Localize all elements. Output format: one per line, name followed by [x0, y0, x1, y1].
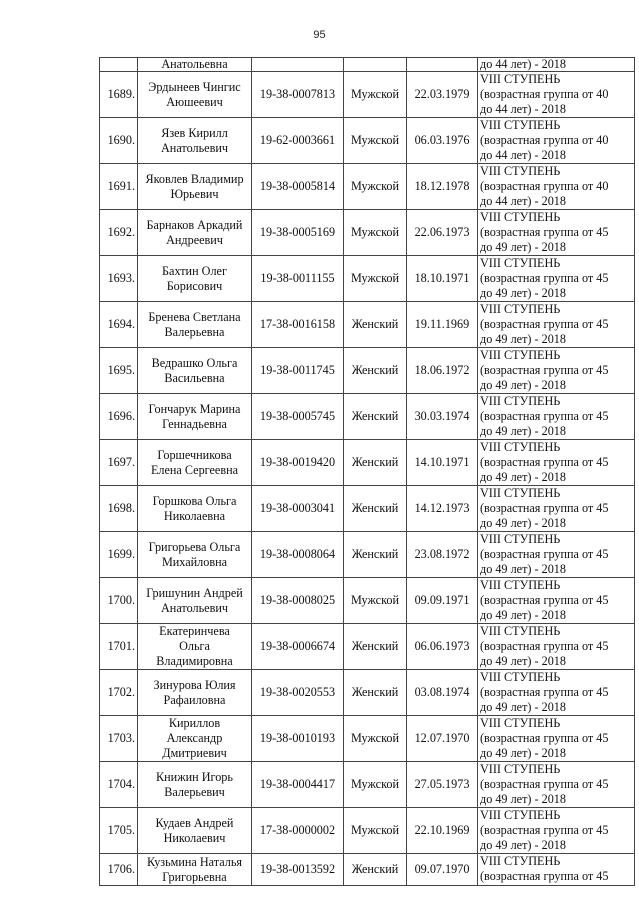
rank-line: до 49 лет) - 2018 [480, 792, 566, 806]
cell-name [138, 256, 252, 302]
name-line: Рафаиловна [163, 692, 226, 707]
table-row [100, 670, 635, 716]
name-line: Яковлев Владимир [145, 171, 244, 186]
cell-birth-date: 18.12.1978 [407, 164, 478, 210]
cell-rank [478, 578, 635, 624]
name-line: Владимировна [156, 654, 233, 668]
rank-line: VIII СТУПЕНЬ [480, 164, 561, 178]
cell-sex: Женский [344, 302, 407, 348]
cell-sex: Женский [344, 532, 407, 578]
rank-line: VIII СТУПЕНЬ [480, 394, 561, 408]
rank-line: до 44 лет) - 2018 [480, 102, 566, 116]
cell-number: 1691. [100, 164, 138, 210]
name-line: Кузьмина Наталья [146, 854, 243, 869]
table-row [100, 210, 635, 256]
cell-birth-date: 22.10.1969 [407, 808, 478, 854]
rank-line: VIII СТУПЕНЬ [480, 578, 561, 592]
cell-name [138, 210, 252, 256]
cell-name [138, 302, 252, 348]
cell-birth-date: 12.07.1970 [407, 716, 478, 762]
rank-line: (возрастная группа от 45 [480, 731, 609, 745]
cell-birth-date: 14.10.1971 [407, 440, 478, 486]
cell-sex: Мужской [344, 808, 407, 854]
name-line: Михайловна [161, 554, 228, 569]
cell-reg-number [252, 58, 344, 72]
table-row [100, 72, 635, 118]
rank-line: VIII СТУПЕНЬ [480, 670, 561, 684]
cell-reg-number: 17-38-0000002 [252, 808, 344, 854]
name-line: Бренева Светлана [148, 309, 241, 324]
rank-line: VIII СТУПЕНЬ [480, 302, 561, 316]
cell-rank [478, 348, 635, 394]
table-row [100, 302, 635, 348]
table-row [100, 624, 635, 670]
cell-rank [478, 164, 635, 210]
name-line: Николаевна [163, 508, 226, 523]
rank-line: VIII СТУПЕНЬ [480, 808, 561, 822]
rank-line: (возрастная группа от 45 [480, 593, 609, 607]
name-line: Васильевна [164, 370, 225, 385]
cell-number: 1705. [100, 808, 138, 854]
cell-rank [478, 716, 635, 762]
name-line: Валерьевич [164, 784, 225, 799]
table-row [100, 486, 635, 532]
rank-line: (возрастная группа от 45 [480, 455, 609, 469]
cell-sex: Женский [344, 670, 407, 716]
rank-line: VIII СТУПЕНЬ [480, 440, 561, 454]
name-line: Григорьевна [162, 869, 227, 884]
rank-line: VIII СТУПЕНЬ [480, 716, 561, 730]
rank-line: до 49 лет) - 2018 [480, 746, 566, 760]
rank-line: VIII СТУПЕНЬ [480, 762, 561, 776]
cell-sex: Мужской [344, 118, 407, 164]
cell-name [138, 164, 252, 210]
rank-line: (возрастная группа от 40 [480, 87, 609, 101]
name-line: Кириллов [168, 716, 221, 730]
cell-rank [478, 118, 635, 164]
cell-sex: Мужской [344, 716, 407, 762]
cell-rank [478, 302, 635, 348]
cell-reg-number: 19-38-0006674 [252, 624, 344, 670]
cell-birth-date: 18.06.1972 [407, 348, 478, 394]
cell-rank [478, 670, 635, 716]
cell-reg-number: 19-38-0011745 [252, 348, 344, 394]
rank-line: до 49 лет) - 2018 [480, 286, 566, 300]
rank-line: (возрастная группа от 45 [480, 409, 609, 423]
cell-number: 1693. [100, 256, 138, 302]
cell-rank [478, 532, 635, 578]
cell-reg-number: 19-38-0003041 [252, 486, 344, 532]
cell-reg-number: 19-38-0020553 [252, 670, 344, 716]
rank-line: до 49 лет) - 2018 [480, 838, 566, 852]
cell-name [138, 578, 252, 624]
name-line: Гришунин Андрей [146, 585, 243, 600]
cell-sex: Женский [344, 486, 407, 532]
table-row [100, 854, 635, 886]
table-row [100, 762, 635, 808]
name-line: Елена Сергеевна [150, 462, 239, 477]
cell-number [100, 58, 138, 72]
rank-line: до 49 лет) - 2018 [480, 332, 566, 346]
cell-birth-date: 22.03.1979 [407, 72, 478, 118]
cell-sex: Женский [344, 854, 407, 886]
cell-rank [478, 808, 635, 854]
table-row [100, 394, 635, 440]
table-row-continued [100, 58, 635, 72]
rank-line: до 44 лет) - 2018 [480, 148, 566, 162]
table-row [100, 440, 635, 486]
name-line: Валерьевна [164, 324, 225, 339]
cell-reg-number: 17-38-0016158 [252, 302, 344, 348]
cell-sex: Мужской [344, 762, 407, 808]
rank-line: (возрастная группа от 45 [480, 225, 609, 239]
cell-birth-date: 06.03.1976 [407, 118, 478, 164]
cell-number: 1695. [100, 348, 138, 394]
name-line: Анатольевич [161, 140, 228, 155]
name-line: Ольга [179, 639, 210, 653]
cell-number: 1702. [100, 670, 138, 716]
name-line: Александр [166, 731, 223, 745]
cell-number: 1699. [100, 532, 138, 578]
cell-reg-number: 19-38-0005814 [252, 164, 344, 210]
name-line: Книжин Игорь [156, 769, 233, 784]
cell-birth-date: 23.08.1972 [407, 532, 478, 578]
cell-rank [478, 440, 635, 486]
rank-line: VIII СТУПЕНЬ [480, 532, 561, 546]
rank-line: до 49 лет) - 2018 [480, 470, 566, 484]
cell-rank: до 44 лет) - 2018 [478, 58, 635, 72]
rank-line: (возрастная группа от 45 [480, 777, 609, 791]
rank-line: до 49 лет) - 2018 [480, 516, 566, 530]
cell-name [138, 854, 252, 886]
cell-name [138, 394, 252, 440]
rank-line: до 49 лет) - 2018 [480, 378, 566, 392]
cell-name [138, 72, 252, 118]
rank-line: до 49 лет) - 2018 [480, 654, 566, 668]
name-line: Екатеринчева [159, 624, 230, 638]
cell-birth-date: 27.05.1973 [407, 762, 478, 808]
cell-sex: Мужской [344, 164, 407, 210]
rank-line: (возрастная группа от 45 [480, 869, 609, 883]
cell-birth-date: 22.06.1973 [407, 210, 478, 256]
name-line: Геннадьевна [162, 416, 227, 431]
cell-birth-date: 06.06.1973 [407, 624, 478, 670]
rank-line: (возрастная группа от 45 [480, 639, 609, 653]
cell-number: 1689. [100, 72, 138, 118]
cell-number: 1690. [100, 118, 138, 164]
name-line: Зинурова Юлия [153, 677, 236, 692]
name-line: Николаевич [163, 830, 226, 845]
cell-birth-date [407, 58, 478, 72]
cell-reg-number: 19-38-0008064 [252, 532, 344, 578]
name-line: Кудаев Андрей [155, 815, 234, 830]
name-line: Анатольевич [161, 600, 228, 615]
cell-rank [478, 762, 635, 808]
rank-line: VIII СТУПЕНЬ [480, 486, 561, 500]
cell-rank [478, 256, 635, 302]
cell-sex: Женский [344, 624, 407, 670]
cell-name [138, 624, 252, 670]
cell-reg-number: 19-38-0010193 [252, 716, 344, 762]
cell-reg-number: 19-38-0005745 [252, 394, 344, 440]
table-row [100, 578, 635, 624]
rank-line: до 49 лет) - 2018 [480, 240, 566, 254]
cell-number: 1697. [100, 440, 138, 486]
rank-line: до 49 лет) - 2018 [480, 700, 566, 714]
cell-reg-number: 19-62-0003661 [252, 118, 344, 164]
rank-line: VIII СТУПЕНЬ [480, 624, 561, 638]
name-line: Дмитриевич [162, 746, 227, 760]
cell-sex [344, 58, 407, 72]
cell-number: 1701. [100, 624, 138, 670]
cell-sex: Мужской [344, 72, 407, 118]
cell-name [138, 118, 252, 164]
cell-rank [478, 486, 635, 532]
cell-birth-date: 14.12.1973 [407, 486, 478, 532]
cell-reg-number: 19-38-0004417 [252, 762, 344, 808]
rank-line: (возрастная группа от 45 [480, 501, 609, 515]
cell-reg-number: 19-38-0007813 [252, 72, 344, 118]
rank-line: (возрастная группа от 45 [480, 271, 609, 285]
cell-birth-date: 18.10.1971 [407, 256, 478, 302]
name-line: Григорьева Ольга [148, 539, 241, 554]
cell-rank [478, 210, 635, 256]
cell-rank [478, 624, 635, 670]
table-body [100, 58, 635, 886]
rank-line: до 44 лет) - 2018 [480, 194, 566, 208]
rank-line: (возрастная группа от 45 [480, 363, 609, 377]
table-row [100, 716, 635, 762]
cell-name [138, 348, 252, 394]
rank-line: VIII СТУПЕНЬ [480, 72, 561, 86]
cell-sex: Женский [344, 394, 407, 440]
rank-line: VIII СТУПЕНЬ [480, 118, 561, 132]
name-line: Аюшеевич [166, 94, 223, 109]
cell-birth-date: 09.07.1970 [407, 854, 478, 886]
name-line: Язев Кирилл [161, 125, 228, 140]
rank-line: (возрастная группа от 40 [480, 133, 609, 147]
page-number: 95 [313, 29, 326, 41]
name-line: Эрдынеев Чингис [148, 79, 241, 94]
cell-number: 1703. [100, 716, 138, 762]
cell-reg-number: 19-38-0008025 [252, 578, 344, 624]
results-table [99, 57, 635, 886]
name-line: Барнаков Аркадий [146, 217, 243, 232]
rank-line: до 49 лет) - 2018 [480, 562, 566, 576]
name-line: Борисович [166, 278, 223, 293]
rank-line: (возрастная группа от 45 [480, 317, 609, 331]
rank-line: (возрастная группа от 45 [480, 547, 609, 561]
name-line: Ведрашко Ольга [151, 355, 238, 370]
table-row [100, 348, 635, 394]
rank-line: до 49 лет) - 2018 [480, 608, 566, 622]
cell-reg-number: 19-38-0019420 [252, 440, 344, 486]
name-line: Гончарук Марина [148, 401, 241, 416]
cell-reg-number: 19-38-0005169 [252, 210, 344, 256]
cell-name [138, 670, 252, 716]
cell-sex: Мужской [344, 578, 407, 624]
rank-line: (возрастная группа от 40 [480, 179, 609, 193]
cell-number: 1700. [100, 578, 138, 624]
cell-birth-date: 30.03.1974 [407, 394, 478, 440]
cell-name [138, 440, 252, 486]
rank-line: VIII СТУПЕНЬ [480, 210, 561, 224]
cell-birth-date: 09.09.1971 [407, 578, 478, 624]
table-row [100, 118, 635, 164]
rank-line: (возрастная группа от 45 [480, 685, 609, 699]
name-line: Бахтин Олег [162, 263, 227, 278]
cell-number: 1692. [100, 210, 138, 256]
name-line: Горшкова Ольга [152, 493, 237, 508]
cell-name [138, 808, 252, 854]
rank-line: (возрастная группа от 45 [480, 823, 609, 837]
rank-line: VIII СТУПЕНЬ [480, 256, 561, 270]
cell-reg-number: 19-38-0013592 [252, 854, 344, 886]
table-row [100, 256, 635, 302]
cell-rank [478, 72, 635, 118]
cell-name: Анатольевна [138, 58, 252, 72]
cell-name [138, 532, 252, 578]
cell-name [138, 486, 252, 532]
cell-rank [478, 854, 635, 886]
cell-name [138, 762, 252, 808]
cell-sex: Мужской [344, 256, 407, 302]
cell-rank [478, 394, 635, 440]
name-line: Горшечникова [157, 447, 232, 462]
rank-line: до 49 лет) - 2018 [480, 424, 566, 438]
table-row [100, 532, 635, 578]
name-line: Юрьевич [170, 186, 219, 201]
cell-number: 1698. [100, 486, 138, 532]
cell-birth-date: 03.08.1974 [407, 670, 478, 716]
cell-number: 1696. [100, 394, 138, 440]
table-row [100, 164, 635, 210]
table-row [100, 808, 635, 854]
cell-name [138, 716, 252, 762]
rank-line: VIII СТУПЕНЬ [480, 854, 561, 868]
cell-number: 1694. [100, 302, 138, 348]
cell-birth-date: 19.11.1969 [407, 302, 478, 348]
cell-sex: Женский [344, 348, 407, 394]
cell-sex: Мужской [344, 210, 407, 256]
cell-number: 1706. [100, 854, 138, 886]
cell-sex: Женский [344, 440, 407, 486]
cell-number: 1704. [100, 762, 138, 808]
cell-reg-number: 19-38-0011155 [252, 256, 344, 302]
name-line: Андреевич [166, 232, 223, 247]
rank-line: VIII СТУПЕНЬ [480, 348, 561, 362]
